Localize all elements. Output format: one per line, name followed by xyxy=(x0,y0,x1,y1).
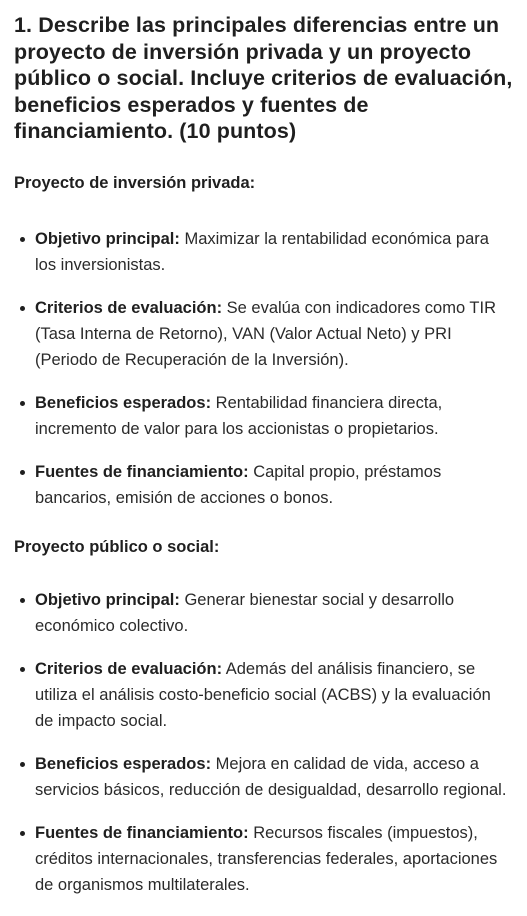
item-text: Además del análisis financiero, se utiliza el análisis costo-beneficio social (ACBS) y la evaluación de impacto social. xyxy=(35,659,491,730)
list-item xyxy=(14,820,513,898)
bullet-icon xyxy=(20,831,25,836)
bullet-icon xyxy=(20,237,25,242)
list-item xyxy=(14,656,513,734)
private-project-title: Proyecto de inversión privada: xyxy=(14,173,256,192)
item-term: Criterios de evaluación: xyxy=(35,659,223,678)
list-item xyxy=(14,226,513,278)
bullet-icon xyxy=(20,598,25,603)
list-item xyxy=(14,587,513,639)
item-term: Fuentes de financiamiento: xyxy=(35,462,249,481)
bullet-icon xyxy=(20,667,25,672)
public-project-title: Proyecto público o social: xyxy=(14,537,220,556)
bullet-icon xyxy=(20,306,25,311)
item-term: Beneficios esperados: xyxy=(35,393,212,412)
item-text: Mejora en calidad de vida, acceso a servicios básicos, reducción de desigualdad, desarrollo regional. xyxy=(35,754,507,799)
private-project-list xyxy=(14,226,513,511)
bullet-icon xyxy=(20,470,25,475)
list-item xyxy=(14,459,513,511)
list-item xyxy=(14,295,513,373)
item-text: Se evalúa con indicadores como TIR (Tasa Interna de Retorno), VAN (Valor Actual Neto) y PRI (Periodo de Recuperación de la Inversión). xyxy=(35,298,496,369)
public-project-list xyxy=(14,587,513,898)
question-heading: 1. Describe las principales diferencias entre un proyecto de inversión privada y un proyecto público o social. Incluye criterios de evaluación, beneficios esperados y fuentes de financiamiento. (10 puntos) xyxy=(14,13,513,143)
item-text: Maximizar la rentabilidad económica para los inversionistas. xyxy=(35,229,489,274)
item-term: Beneficios esperados: xyxy=(35,754,212,773)
item-text: Rentabilidad financiera directa, incremento de valor para los accionistas o propietarios. xyxy=(35,393,443,438)
item-text: Generar bienestar social y desarrollo económico colectivo. xyxy=(35,590,455,635)
bullet-icon xyxy=(20,401,25,406)
list-item xyxy=(14,751,513,803)
list-item xyxy=(14,390,513,442)
item-term: Objetivo principal: xyxy=(35,590,180,609)
bullet-icon xyxy=(20,762,25,767)
item-term: Objetivo principal: xyxy=(35,229,180,248)
item-text: Recursos fiscales (impuestos), créditos internacionales, transferencias federales, aportaciones de organismos multilaterales. xyxy=(35,823,498,894)
item-term: Criterios de evaluación: xyxy=(35,298,223,317)
item-text: Capital propio, préstamos bancarios, emisión de acciones o bonos. xyxy=(35,462,442,507)
item-term: Fuentes de financiamiento: xyxy=(35,823,249,842)
